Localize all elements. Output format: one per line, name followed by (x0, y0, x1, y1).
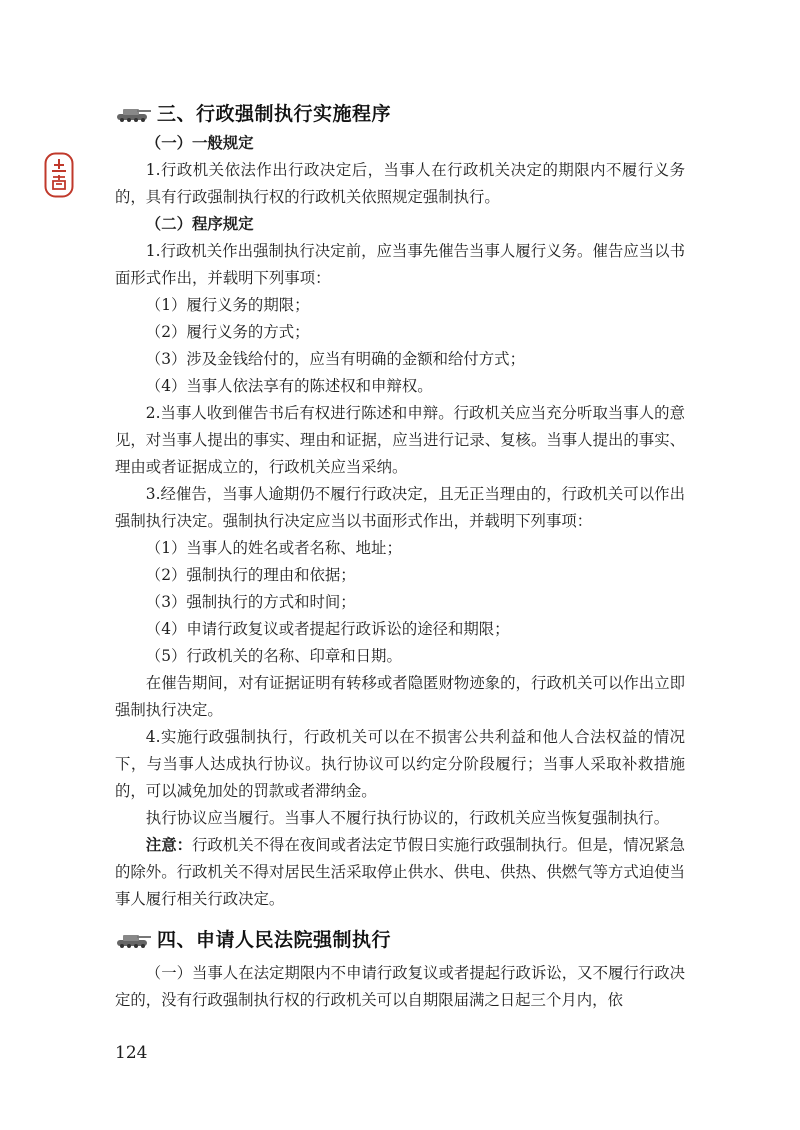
general-rules-heading: （一）一般规定 (145, 134, 254, 152)
list-item: （5）行政机关的名称、印章和日期。 (145, 647, 402, 665)
shang-an-seal-icon (44, 152, 74, 198)
section-four-body (115, 960, 685, 1014)
paragraph: 执行协议应当履行。当事人不履行执行协议的，行政机关应当恢复强制执行。 (145, 809, 670, 827)
page-number: 124 (115, 1043, 148, 1063)
tank-bullet-icon (115, 103, 153, 123)
list-item: （2）履行义务的方式； (145, 323, 310, 341)
section-three-body (115, 130, 685, 913)
paragraph: 4.实施行政强制执行，行政机关可以在不损害公共利益和他人合法权益的情况下，与当事人达成执行协议。执行协议可以约定分阶段履行；当事人采取补救措施的，可以减免加处的罚款或者滞纳金。 (115, 728, 685, 800)
paragraph: （一）当事人在法定期限内不申请行政复议或者提起行政诉讼，又不履行行政决定的，没有行政强制执行权的行政机关可以自期限届满之日起三个月内，依 (115, 964, 685, 1009)
list-item: （2）强制执行的理由和依据； (145, 566, 356, 584)
list-item: （3）强制执行的方式和时间； (145, 593, 356, 611)
list-item: （4）当事人依法享有的陈述权和申辩权。 (145, 377, 433, 395)
section-four-heading (115, 925, 391, 952)
note-paragraph (115, 832, 685, 913)
section-three-title: 三、行政强制执行实施程序 (157, 103, 392, 125)
paragraph: 2.当事人收到催告书后有权进行陈述和申辩。行政机关应当充分听取当事人的意见，对当事人提出的事实、理由和证据，应当进行记录、复核。当事人提出的事实、理由或者证据成立的，行政机关应当采纳。 (115, 404, 685, 476)
paragraph: 1.行政机关作出强制执行决定前，应当事先催告当事人履行义务。催告应当以书面形式作出，并载明下列事项： (115, 242, 685, 287)
section-four-title: 四、申请人民法院强制执行 (157, 929, 392, 951)
list-item: （4）申请行政复议或者提起行政诉讼的途径和期限； (145, 620, 510, 638)
paragraph: 在催告期间，对有证据证明有转移或者隐匿财物迹象的，行政机关可以作出立即强制执行决定。 (115, 674, 685, 719)
procedure-rules-heading: （二）程序规定 (145, 215, 254, 233)
note-label: 注意： (145, 836, 193, 854)
list-item: （1）当事人的姓名或者名称、地址； (145, 539, 402, 557)
tank-bullet-icon (115, 929, 153, 949)
section-three-heading (115, 99, 391, 126)
paragraph: 1.行政机关依法作出行政决定后，当事人在行政机关决定的期限内不履行义务的，具有行政强制执行权的行政机关依照规定强制执行。 (115, 161, 685, 206)
list-item: （1）履行义务的期限； (145, 296, 310, 314)
note-text: 行政机关不得在夜间或者法定节假日实施行政强制执行。但是，情况紧急的除外。行政机关不得对居民生活采取停止供水、供电、供热、供燃气等方式迫使当事人履行相关行政决定。 (115, 836, 685, 908)
paragraph: 3.经催告，当事人逾期仍不履行行政决定，且无正当理由的，行政机关可以作出强制执行决定。强制执行决定应当以书面形式作出，并载明下列事项： (115, 485, 685, 530)
list-item: （3）涉及金钱给付的，应当有明确的金额和给付方式； (145, 350, 525, 368)
